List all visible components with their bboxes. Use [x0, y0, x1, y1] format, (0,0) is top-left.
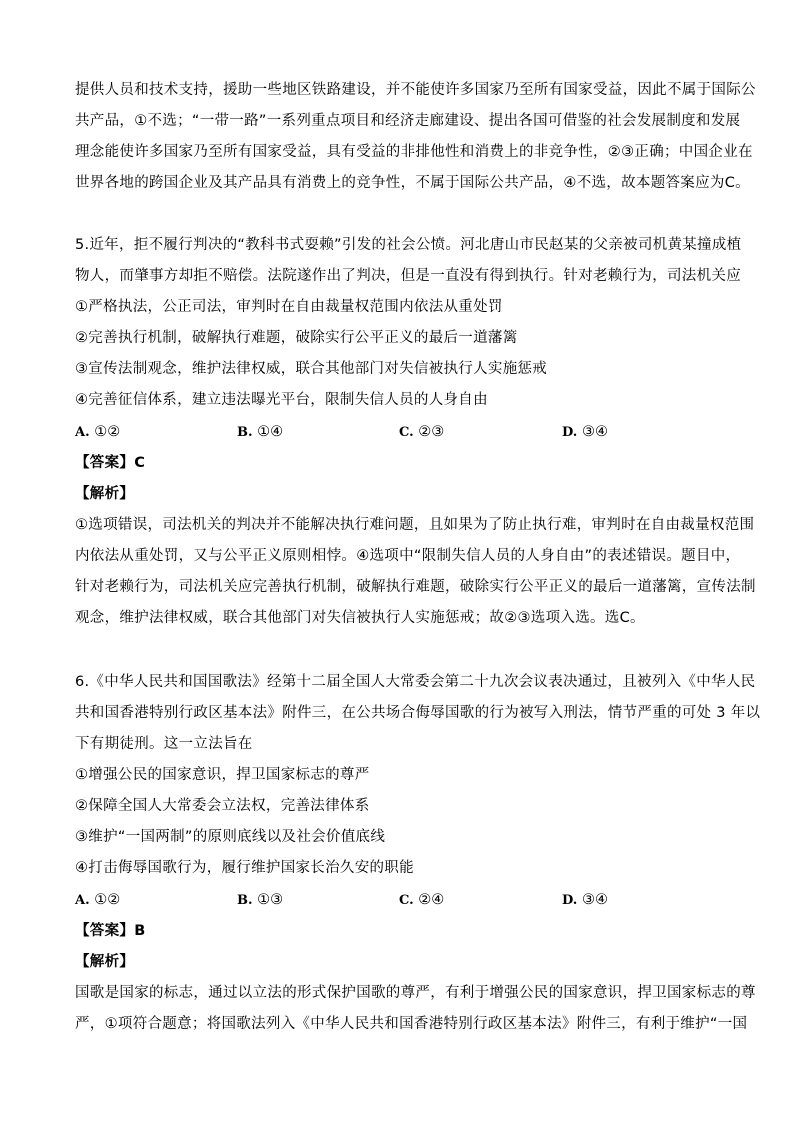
q5-option-d: D. ③④ [562, 424, 608, 440]
q6-stem-line: 6.《中华人民共和国国歌法》经第十二届全国人大常委会第二十九次会议表决通过，且被列入《中华人民 [75, 674, 756, 690]
q5-item: ③宣传法制观念，维护法律权威，联合其他部门对失信被执行人实施惩戒 [75, 361, 548, 377]
q5-analysis-line: 针对老赖行为，司法机关应完善执行机制，破解执行难题，破除实行公平正义的最后一道藩篱，宣传法制 [75, 579, 756, 595]
intro-line: 提供人员和技术支持，援助一些地区铁路建设，并不能使许多国家乃至所有国家受益，因此不属于国际公 [75, 82, 756, 98]
q6-item: ②保障全国人大常委会立法权，完善法律体系 [75, 798, 370, 814]
intro-line: 世界各地的跨国企业及其产品具有消费上的竞争性，不属于国际公共产品，④不选，故本题答案应为C。 [75, 175, 750, 191]
q5-option-c: C. ②③ [399, 424, 445, 440]
q5-answer: 【答案】C [75, 455, 146, 471]
q5-stem-line: 物人，而肇事方却拒不赔偿。法院遂作出了判决，但是一直没有得到执行。针对老赖行为，司法机关应 [75, 268, 741, 284]
q6-analysis-title: 【解析】 [75, 954, 135, 970]
q5-option-a: A. ①② [75, 424, 121, 440]
q6-item: ①增强公民的国家意识，捍卫国家标志的尊严 [75, 767, 370, 783]
q5-item: ①严格执法，公正司法，审判时在自由裁量权范围内依法从重处罚 [75, 299, 503, 315]
q6-item: ③维护“一国两制”的原则底线以及社会价值底线 [75, 829, 386, 845]
q6-option-b: B. ①③ [237, 892, 284, 908]
q5-analysis-line: ①选项错误，司法机关的判决并不能解决执行难问题，且如果为了防止执行难，审判时在自由裁量权范围 [75, 517, 755, 533]
q6-option-c: C. ②④ [399, 892, 445, 908]
q5-item: ④完善征信体系，建立违法曝光平台，限制失信人员的人身自由 [75, 392, 488, 408]
q6-option-a: A. ①② [75, 892, 121, 908]
q5-analysis-line: 内依法从重处罚，又与公平正义原则相悖。④选项中“限制失信人员的人身自由”的表述错误。题目中， [75, 548, 741, 564]
intro-line: 理念能使许多国家乃至所有国家受益，具有受益的非排他性和消费上的非竞争性，②③正确；中国企业在 [75, 144, 753, 160]
q6-stem-line: 共和国香港特别行政区基本法》附件三，在公共场合侮辱国歌的行为被写入刑法，情节严重的可处 3 年以 [75, 705, 761, 721]
q6-item: ④打击侮辱国歌行为，履行维护国家长治久安的职能 [75, 860, 414, 876]
q5-option-b: B. ①④ [237, 424, 284, 440]
q5-analysis-line: 观念，维护法律权威，联合其他部门对失信被执行人实施惩戒；故②③选项入选。选C。 [75, 610, 645, 626]
q6-analysis-line: 国歌是国家的标志，通过以立法的形式保护国歌的尊严，有利于增强公民的国家意识，捍卫国家标志的尊 [75, 985, 756, 1001]
q5-analysis-title: 【解析】 [75, 486, 135, 502]
q6-analysis-line: 严，①项符合题意；将国歌法列入《中华人民共和国香港特别行政区基本法》附件三，有利于维护“一国 [75, 1016, 748, 1032]
q6-stem-line: 下有期徒刑。这一立法旨在 [75, 736, 253, 752]
q5-stem-line: 5.近年，拒不履行判决的“教科书式耍赖”引发的社会公愤。河北唐山市民赵某的父亲被司机黄某撞成植 [75, 237, 742, 253]
q5-item: ②完善执行机制，破解执行难题，破除实行公平正义的最后一道藩篱 [75, 330, 518, 346]
q6-answer: 【答案】B [75, 923, 146, 939]
intro-line: 共产品，①不选；“一带一路”一系列重点项目和经济走廊建设、提出各国可借鉴的社会发展制度和发展 [75, 113, 741, 129]
q6-option-d: D. ③④ [562, 892, 608, 908]
